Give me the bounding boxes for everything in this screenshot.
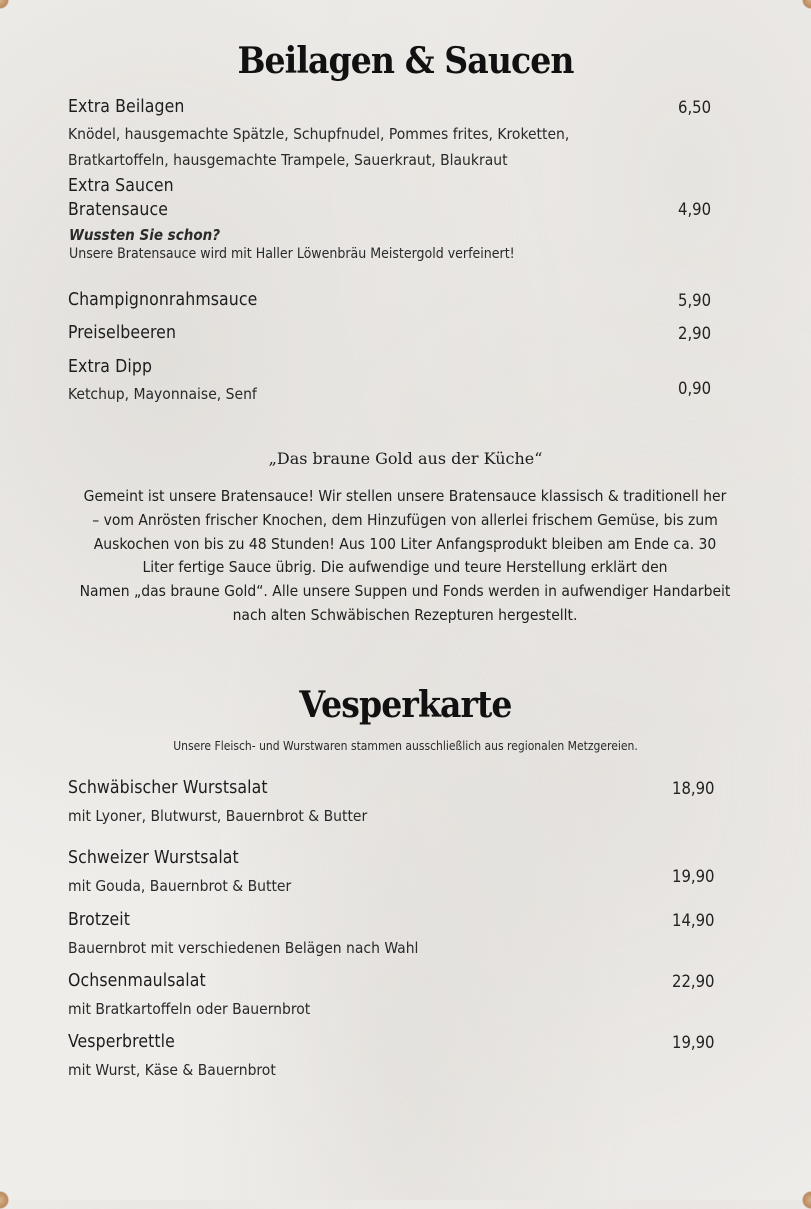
menu-item-price: 19,90 [672,867,715,886]
menu-item-name: Preiselbeeren [68,323,177,343]
menu-item-desc: Bratkartoffeln, hausgemachte Trampele, Sauerkraut, Blaukraut [68,151,508,169]
menu-item-name: Brotzeit [68,910,130,930]
menu-item-name: Extra Beilagen [68,97,185,117]
paragraph-line: nach alten Schwäbischen Rezepturen hergestellt. [232,605,578,624]
section-title-vesperkarte: Vesperkarte [299,684,512,726]
paragraph-line: Auskochen von bis zu 48 Stunden! Aus 100 Liter Anfangsprodukt bleiben am Ende ca. 30 [93,534,717,553]
menu-item-price: 14,90 [672,911,715,930]
menu-item-price: 4,90 [678,200,712,219]
menu-item-desc: mit Gouda, Bauernbrot & Butter [68,877,292,895]
menu-item-price: 18,90 [672,779,715,798]
corner-ornament [802,1191,811,1209]
menu-item-name: Schwäbischer Wurstsalat [68,778,268,798]
menu-item-name: Vesperbrettle [68,1032,175,1052]
menu-item-desc: Ketchup, Mayonnaise, Senf [68,385,257,403]
menu-item-desc: mit Bratkartoffeln oder Bauernbrot [68,1000,311,1018]
menu-item-price: 19,90 [672,1033,715,1052]
section-subtitle: Unsere Fleisch- und Wurstwaren stammen ausschließlich aus regionalen Metzgereien. [173,739,638,753]
menu-item-price: 5,90 [678,291,712,310]
menu-item-desc: mit Wurst, Käse & Bauernbrot [68,1061,276,1079]
menu-item-name: Extra Saucen [68,176,174,196]
menu-item-price: 0,90 [678,379,712,398]
corner-ornament [802,0,811,9]
menu-item-name: Extra Dipp [68,357,153,377]
menu-item-name: Bratensauce [68,200,169,220]
menu-item-name: Champignonrahmsauce [68,290,258,310]
paragraph-line: Namen „das braune Gold“. Alle unsere Suppen und Fonds werden in aufwendiger Handarbeit [79,582,731,601]
section-title-beilagen: Beilagen & Saucen [237,40,574,82]
menu-item-desc: Bauernbrot mit verschiedenen Belägen nach Wahl [68,939,419,957]
menu-item-price: 6,50 [678,98,712,117]
note-text: Unsere Bratensauce wird mit Haller Löwenbräu Meistergold verfeinert! [69,246,515,262]
quote-title: „Das braune Gold aus der Küche“ [268,449,543,468]
corner-ornament [0,0,9,9]
paragraph-line: – vom Anrösten frischer Knochen, dem Hinzufügen von allerlei frischem Gemüse, bis zum [92,510,718,529]
menu-item-desc: mit Lyoner, Blutwurst, Bauernbrot & Butter [68,807,368,825]
paragraph-line: Gemeint ist unsere Bratensauce! Wir stellen unsere Bratensauce klassisch & traditionell her [83,487,727,505]
menu-item-desc: Knödel, hausgemachte Spätzle, Schupfnudel, Pommes frites, Kroketten, [68,125,570,143]
note-title: Wussten Sie schon? [69,226,221,244]
menu-item-name: Ochsenmaulsalat [68,971,206,991]
menu-item-name: Schweizer Wurstsalat [68,848,239,868]
paragraph-line: Liter fertige Sauce übrig. Die aufwendige und teure Herstellung erklärt den [142,558,668,577]
menu-item-price: 22,90 [672,972,715,991]
menu-item-price: 2,90 [678,324,712,343]
quote-paragraph [55,485,755,628]
corner-ornament [0,1191,9,1209]
